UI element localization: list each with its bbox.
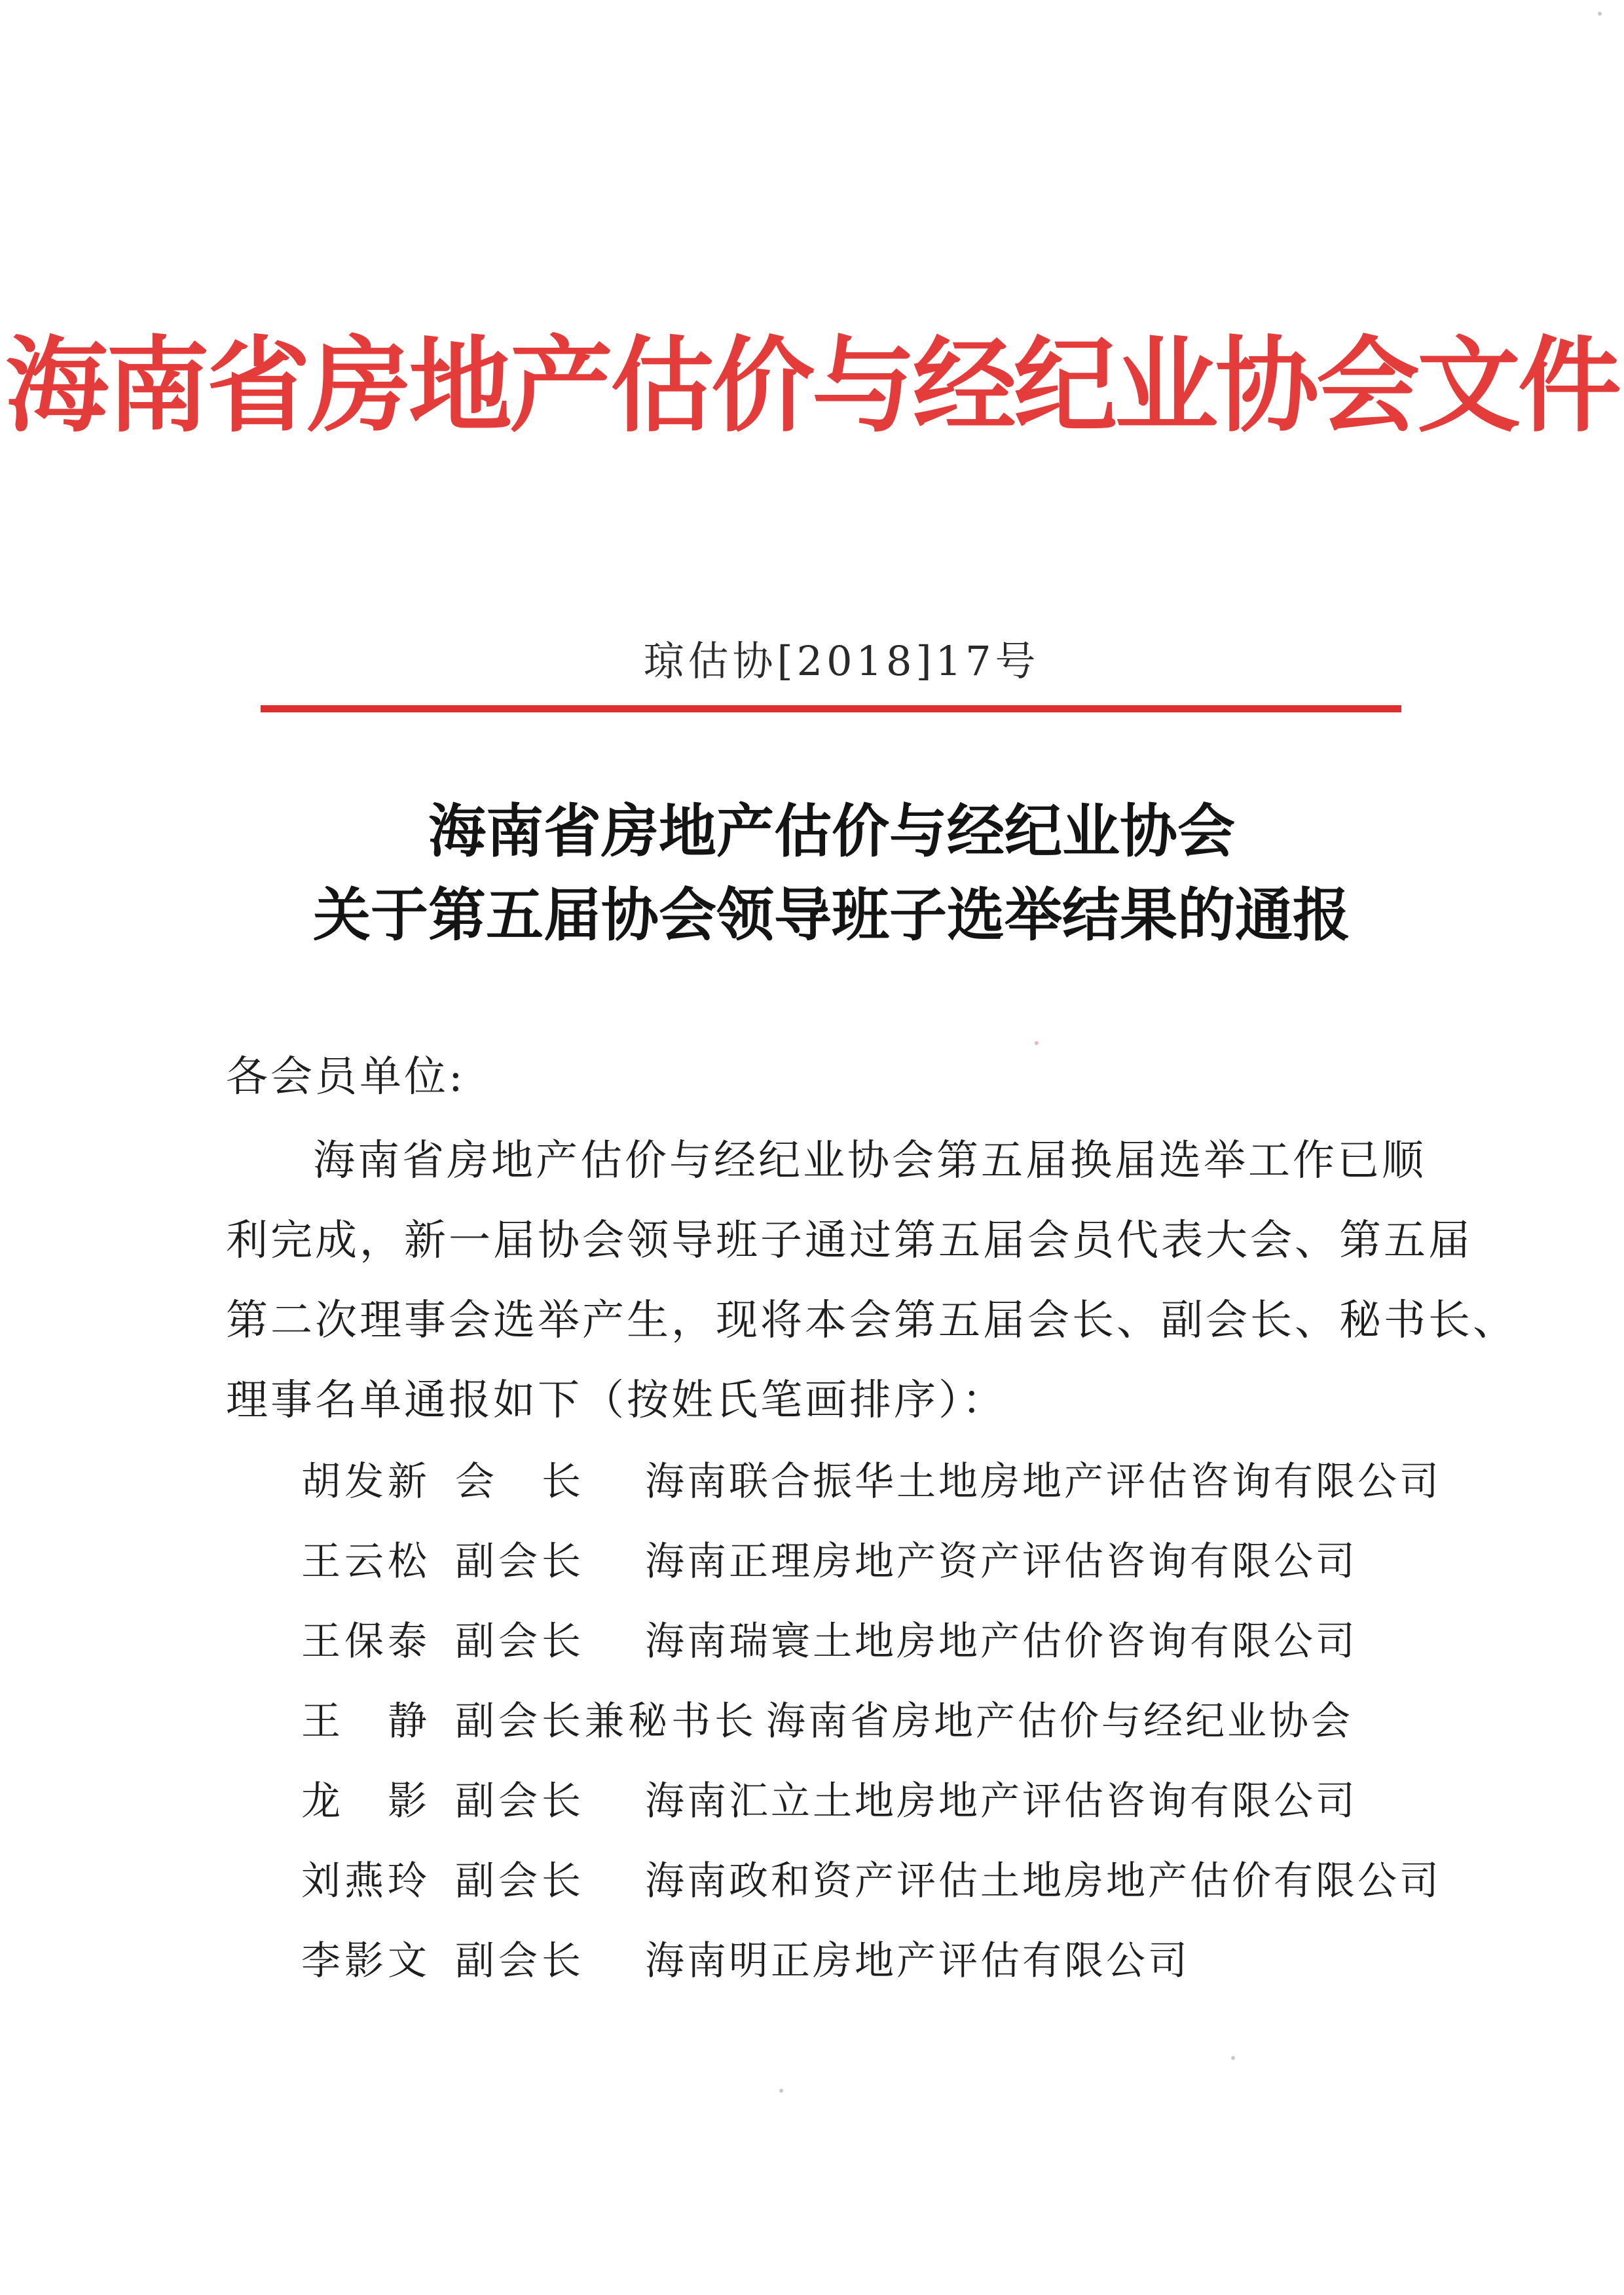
header-divider <box>261 705 1401 712</box>
member-role: 副会长 <box>455 1938 585 1984</box>
member-organization: 海南政和资产评估土地房地产估价有限公司 <box>645 1858 1441 1904</box>
member-role: 副会长 <box>455 1778 585 1824</box>
member-name: 龙 影 <box>301 1778 431 1824</box>
member-organization: 海南省房地产估价与经纪业协会 <box>766 1698 1353 1744</box>
scan-speck <box>1035 1041 1039 1045</box>
member-role: 副会长 <box>455 1619 585 1664</box>
member-name: 王保泰 <box>301 1619 431 1664</box>
body-paragraph-line: 第二次理事会选举产生，现将本会第五届会长、副会长、秘书长、 <box>226 1296 1517 1345</box>
document-number: 琼估协[2018]17号 <box>643 637 1040 685</box>
member-name: 李影文 <box>301 1938 431 1984</box>
member-role: 副会长 <box>455 1539 585 1585</box>
member-name: 王云松 <box>301 1539 431 1585</box>
member-organization: 海南汇立土地房地产评估咨询有限公司 <box>645 1778 1357 1824</box>
body-paragraph-line: 利完成，新一届协会领导班子通过第五届会员代表大会、第五届 <box>226 1217 1473 1265</box>
member-organization: 海南明正房地产评估有限公司 <box>645 1938 1190 1984</box>
member-organization: 海南瑞寰土地房地产估价咨询有限公司 <box>645 1619 1357 1664</box>
scan-speck <box>1231 2056 1235 2060</box>
body-paragraph-line: 理事名单通报如下（按姓氏笔画排序）： <box>226 1376 1006 1425</box>
member-role: 副会长兼秘书长 <box>455 1698 758 1744</box>
scan-speck <box>779 2089 783 2093</box>
member-role: 副会长 <box>455 1858 585 1904</box>
member-name: 王 静 <box>301 1698 431 1744</box>
notice-title-line-2: 关于第五届协会领导班子选举结果的通报 <box>312 881 1350 949</box>
body-paragraph-line: 海南省房地产估价与经纪业协会第五届换届选举工作已顺 <box>313 1137 1426 1185</box>
notice-title-line-1: 海南省房地产估价与经纪业协会 <box>428 798 1235 865</box>
salutation: 各会员单位: <box>226 1053 466 1101</box>
member-role: 会 长 <box>455 1459 585 1505</box>
issuer-banner: 海南省房地产估价与经纪业协会文件 <box>5 326 1619 447</box>
member-organization: 海南联合振华土地房地产评估咨询有限公司 <box>645 1459 1441 1505</box>
member-organization: 海南正理房地产资产评估咨询有限公司 <box>645 1539 1357 1585</box>
scan-speck <box>1598 12 1602 16</box>
member-name: 胡发新 <box>301 1459 431 1505</box>
member-name: 刘燕玲 <box>301 1858 431 1904</box>
